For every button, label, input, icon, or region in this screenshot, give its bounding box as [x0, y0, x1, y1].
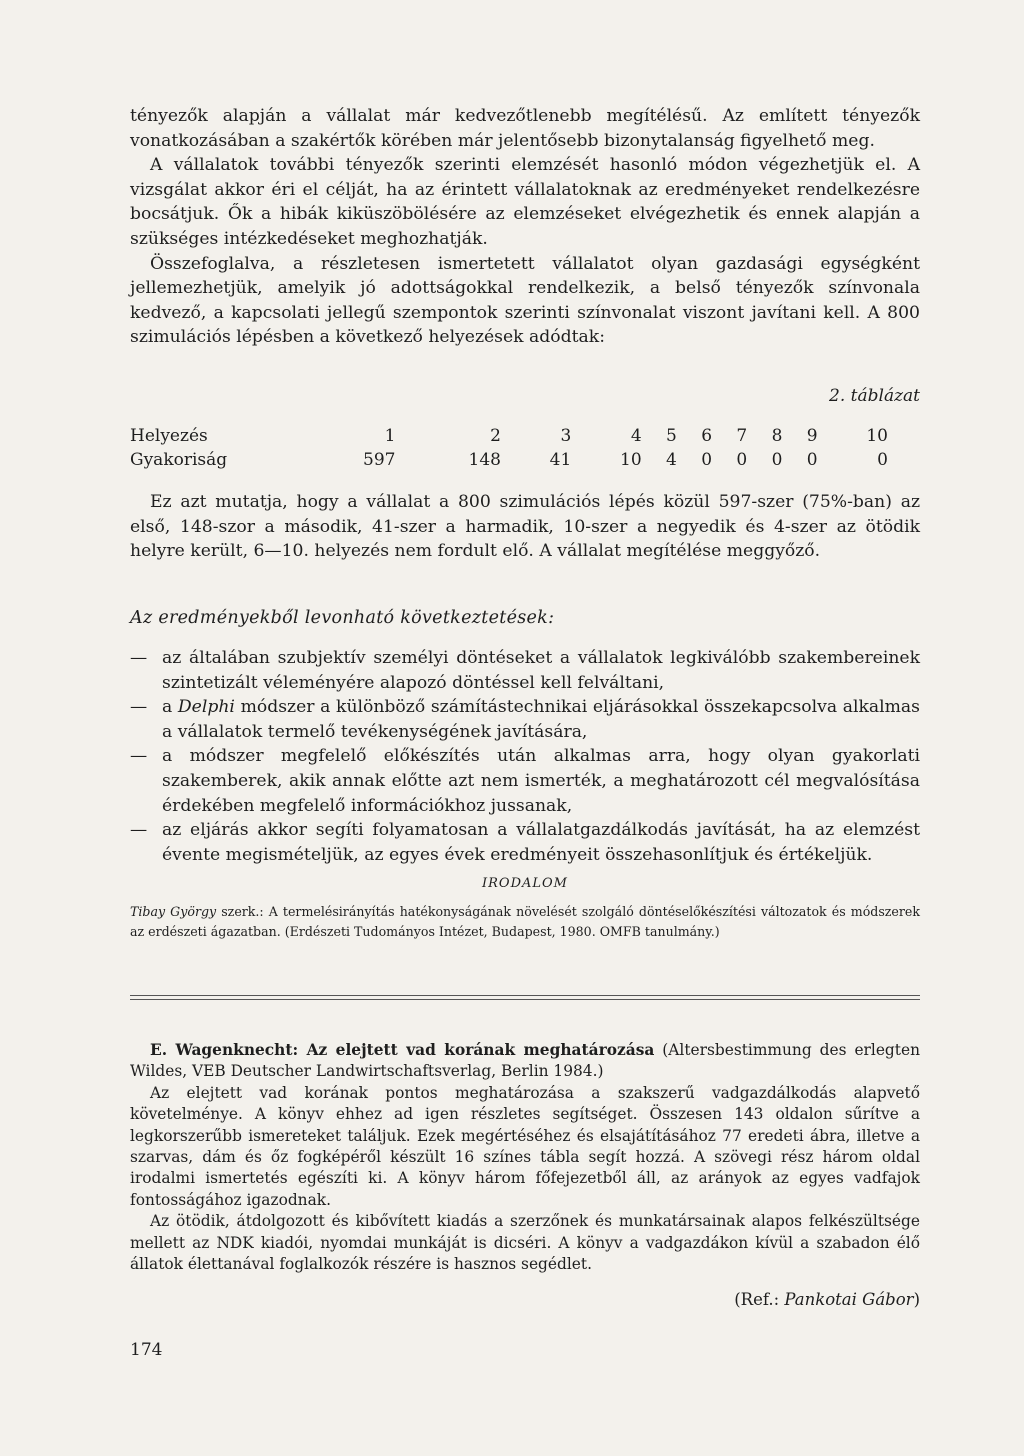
paragraph-3: Összefoglalva, a részletesen ismertetett vállalatot olyan gazdasági egységként jellemezhetjük, amelyik jó adottságokkal rendelkezik, a belső tényezők színvonala kedvező, a kapcsolati jellegű szempontok szerinti színvonalat viszont javítani kell. A 800 szimulációs lépésben a következő helyezések adódtak: [130, 253, 920, 348]
page-number: 174 [130, 1340, 163, 1360]
table-row [130, 448, 888, 472]
table-caption: 2. táblázat [829, 386, 920, 406]
table-cell: 3 [560, 426, 572, 446]
list-item [130, 695, 920, 744]
paragraph-2: A vállalatok további tényezők szerinti elemzését hasonló módon végezhetjük el. A vizsgálat akkor éri el célját, ha az érintett vállalatoknak az eredményeket rendelkezésre bocsátjuk. Ők a hibák kiküszöbölésére az elemzéseket elvégezhetik és ennek alapján a szükséges intézkedéseket meghozhatják. [130, 155, 920, 249]
table-cell: 10 [620, 450, 642, 470]
table-cell: 0 [701, 450, 713, 470]
table-cell: 2 [490, 426, 501, 446]
literature-author: Tibay György [130, 904, 217, 919]
literature-entry [130, 902, 920, 942]
review-paragraph-2: Az ötödik, átdolgozott és kibővített kiadás a szerzőnek és munkatársainak alapos felkészültsége mellett az NDK kiadói, nyomdai munkáját is dicséri. A könyv a vadgazdákon kívül a szabadon élő állatok élettanával foglalkozók részére is hasznos segédlet. [130, 1212, 920, 1274]
table-cell: 0 [877, 450, 888, 470]
review-paragraph-1: Az elejtett vad korának pontos meghatározása a szakszerű vadgazdálkodás alapvető követelménye. A könyv ehhez ad igen részletes segítséget. Összesen 143 oldalon sűrítve a legkorszerűbb ismereteket találjuk. Ezek megértéséhez és elsajátításához 77 eredeti ábra, illetve a szarvas, dám és őz fogképéről készült 16 színes tábla segít hozzá. A szövegi rész három oldal irodalmi ismertetés egészíti ki. A könyv három főfejezetből áll, az arányok az egyes vadfajok fontosságához igazodnak. [130, 1083, 920, 1209]
table-cell: 8 [771, 426, 783, 446]
list-item [130, 744, 920, 818]
list-item [130, 818, 920, 867]
divider [130, 995, 920, 996]
table-interpretation [130, 490, 920, 564]
list-item-text: az általában szubjektív személyi döntéseket a vállalatok legkiválóbb szakembereinek szintetizált véleményére alapozó döntéssel kell felváltani, [162, 648, 920, 693]
review-title: E. Wagenknecht: Az elejtett vad korának meghatározása [150, 1041, 655, 1059]
conclusions-list [130, 646, 920, 867]
row-label-frequency: Gyakoriság [130, 450, 228, 470]
divider [130, 999, 920, 1000]
signature-prefix: (Ref.: [734, 1290, 785, 1309]
dash-bullet: — [130, 697, 148, 718]
review-heading [130, 1040, 920, 1083]
table-cell: 0 [806, 450, 818, 470]
table-cell: 10 [866, 426, 888, 446]
table-cell: 1 [384, 426, 396, 446]
list-item-text: a módszer megfelelő előkészítés után alkalmas arra, hogy olyan gyakorlati szakemberek, akik annak előtte azt nem ismerték, a meghatározott cél megvalósítása érdekében megfelelő információkhoz jussanak, [162, 746, 920, 816]
table-cell: 9 [806, 426, 818, 446]
table-cell: 4 [630, 426, 642, 446]
dash-bullet: — [130, 746, 148, 767]
literature-text: szerk.: A termelésirányítás hatékonyságának növelését szolgáló döntéselőkészítési változatok és módszerek az erdészeti ágazatban. (Erdészeti Tudományos Intézet, Budapest, 1980. OMFB tanulmány.) [130, 904, 920, 939]
table-cell: 0 [771, 450, 783, 470]
body-text [130, 104, 920, 350]
table-cell: 4 [666, 450, 677, 470]
paragraph-4: Ez azt mutatja, hogy a vállalat a 800 szimulációs lépés közül 597-szer (75%-ban) az első, 148-szor a második, 41-szer a harmadik, 10-szer a negyedik és 4-szer az ötödik helyre került, 6—10. helyezés nem fordult elő. A vállalat megítélése meggyőző. [130, 492, 920, 562]
table-cell: 148 [468, 450, 501, 470]
list-item [130, 646, 920, 695]
reviewer-name: Pankotai Gábor [784, 1290, 914, 1309]
paragraph-1: tényezők alapján a vállalat már kedvezőtlenebb megítélésű. Az említett tényezők vonatkozásában a szakértők körében már jelentősebb bizonytalanság figyelhető meg. [130, 106, 920, 151]
list-item-emphasis: Delphi [177, 697, 235, 718]
list-item-text: módszer a különböző számítástechnikai eljárásokkal összekapcsolva alkalmas a vállalatok termelő tevékenységének javítására, [162, 697, 920, 742]
review-source: (Altersbestimmung des erlegten Wildes, VEB Deutscher Landwirtschaftsverlag, Berlin 1984.) [130, 1041, 920, 1081]
row-label-rank: Helyezés [130, 426, 208, 446]
table-cell: 597 [363, 450, 396, 470]
reviewer-signature [130, 1290, 920, 1309]
list-item-text: a [162, 697, 178, 718]
signature-suffix: ) [913, 1290, 920, 1309]
table-cell: 41 [549, 450, 572, 470]
table-cell: 5 [666, 426, 677, 446]
conclusions-heading: Az eredményekből levonható következtetések: [130, 608, 555, 628]
table-row [130, 424, 888, 448]
literature-heading: IRODALOM [482, 876, 568, 891]
table-cell: 6 [701, 426, 713, 446]
dash-bullet: — [130, 648, 148, 668]
list-item-text: az eljárás akkor segíti folyamatosan a vállalatgazdálkodás javítását, ha az elemzést évente megismételjük, az egyes évek eredményeit összehasonlítjuk és értékeljük. [162, 820, 920, 865]
table-cell: 7 [736, 426, 748, 446]
table-cell: 0 [736, 450, 748, 470]
dash-bullet: — [130, 820, 148, 841]
book-review [130, 1040, 920, 1275]
ranking-table [130, 424, 888, 472]
